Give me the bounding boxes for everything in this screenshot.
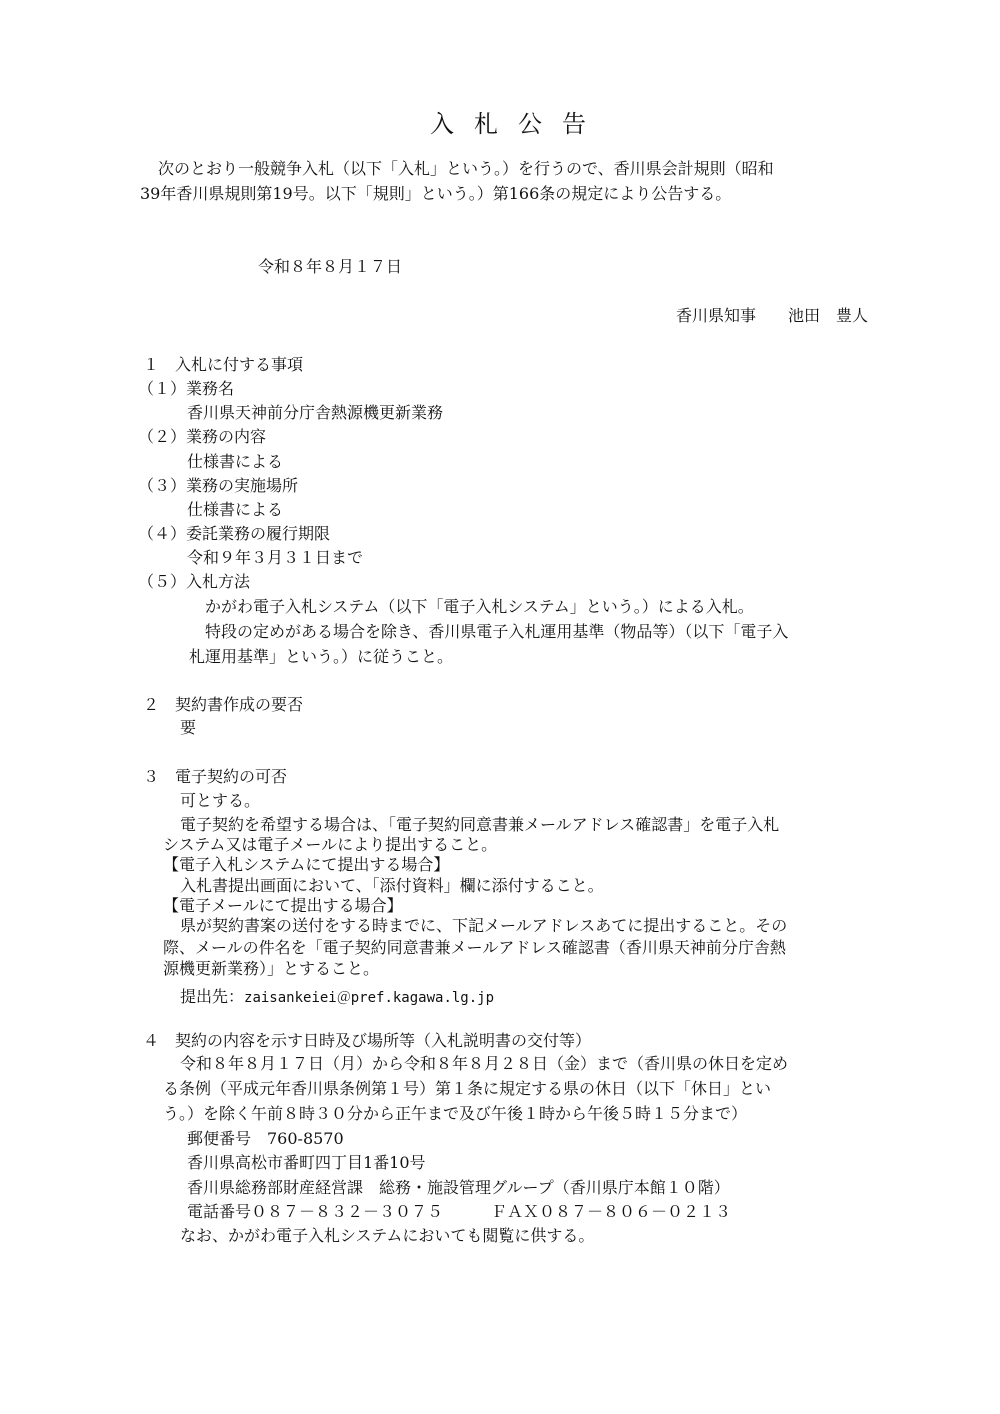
title-char: 札 <box>474 110 498 138</box>
item-value: 令和９年３月３１日まで <box>187 548 364 567</box>
department: 香川県総務部財産経営課 総務・施設管理グループ（香川県庁本館１０階） <box>187 1178 730 1197</box>
section-3-heading: ３ 電子契約の可否 <box>143 767 288 786</box>
section-3-line: 電子契約を希望する場合は、「電子契約同意書兼メールアドレス確認書」を電子入札 <box>180 815 780 834</box>
item-label: （２）業務の内容 <box>138 427 267 446</box>
section-3-line: 【電子メールにて提出する場合】 <box>163 896 403 915</box>
section-4-heading: ４ 契約の内容を示す日時及び場所等（入札説明書の交付等） <box>143 1031 592 1050</box>
section-1-heading: １ 入札に付する事項 <box>143 355 304 374</box>
intro-line: 次のとおり一般競争入札（以下「入札」という。）を行うので、香川県会計規則（昭和 <box>158 159 774 178</box>
section-3-line: 可とする。 <box>180 791 261 810</box>
section-4-line: う。）を除く午前８時３０分から正午まで及び午後１時から午後５時１５分まで） <box>163 1104 748 1123</box>
item-label: （３）業務の実施場所 <box>138 476 299 495</box>
postal-code: 郵便番号 760-8570 <box>187 1129 344 1148</box>
section-3-line: 入札書提出画面において、「添付資料」欄に添付すること。 <box>180 876 604 895</box>
notice-date: 令和８年８月１７日 <box>258 257 403 276</box>
intro-line: 39年香川県規則第19号。以下「規則」という。）第166条の規定により公告する。 <box>140 184 732 203</box>
address: 香川県高松市番町四丁目1番10号 <box>187 1153 426 1172</box>
section-3-line: 【電子入札システムにて提出する場合】 <box>163 855 450 874</box>
title-char: 告 <box>562 110 586 138</box>
page-title <box>420 108 596 140</box>
submission-address <box>180 986 494 1009</box>
section-4-note: なお、かがわ電子入札システムにおいても閲覧に供する。 <box>180 1226 595 1245</box>
item-text-line: 札運用基準」という。）に従うこと。 <box>189 647 454 666</box>
submission-label: 提出先： <box>180 987 245 1006</box>
section-2-value: 要 <box>180 718 197 737</box>
section-3-line: 際、メールの件名を「電子契約同意書兼メールアドレス確認書（香川県天神前分庁舎熱 <box>163 938 786 957</box>
phone-fax: 電話番号０８７－８３２－３０７５ ＦＡＸ０８７－８０６－０２１３ <box>187 1202 732 1221</box>
section-4-line: る条例（平成元年香川県条例第１号）第１条に規定する県の休日（以下「休日」とい <box>163 1079 772 1098</box>
item-value: 仕様書による <box>187 500 284 519</box>
section-3-line: 源機更新業務）」とすること。 <box>163 959 380 978</box>
section-4-line: 令和８年８月１７日（月）から令和８年８月２８日（金）まで（香川県の休日を定め <box>180 1054 789 1073</box>
item-label: （５）入札方法 <box>138 572 251 591</box>
section-3-line: システム又は電子メールにより提出すること。 <box>163 835 498 854</box>
item-text-line: かがわ電子入札システム（以下「電子入札システム」という。）による入札。 <box>205 597 754 616</box>
section-3-line: 県が契約書案の送付をする時までに、下記メールアドレスあてに提出すること。その <box>180 916 788 935</box>
title-char: 入 <box>430 110 454 138</box>
title-char: 公 <box>518 110 542 138</box>
item-label: （１）業務名 <box>138 379 235 398</box>
item-value: 仕様書による <box>187 452 284 471</box>
section-2-heading: ２ 契約書作成の要否 <box>143 695 304 714</box>
item-text-line: 特段の定めがある場合を除き、香川県電子入札運用基準（物品等）（以下「電子入 <box>205 622 789 641</box>
item-value: 香川県天神前分庁舎熱源機更新業務 <box>187 403 444 422</box>
email-address[interactable]: zaisankeiei＠pref.kagawa.lg.jp <box>244 990 495 1006</box>
item-label: （４）委託業務の履行期限 <box>138 524 331 543</box>
issuer: 香川県知事 池田 豊人 <box>676 306 869 325</box>
